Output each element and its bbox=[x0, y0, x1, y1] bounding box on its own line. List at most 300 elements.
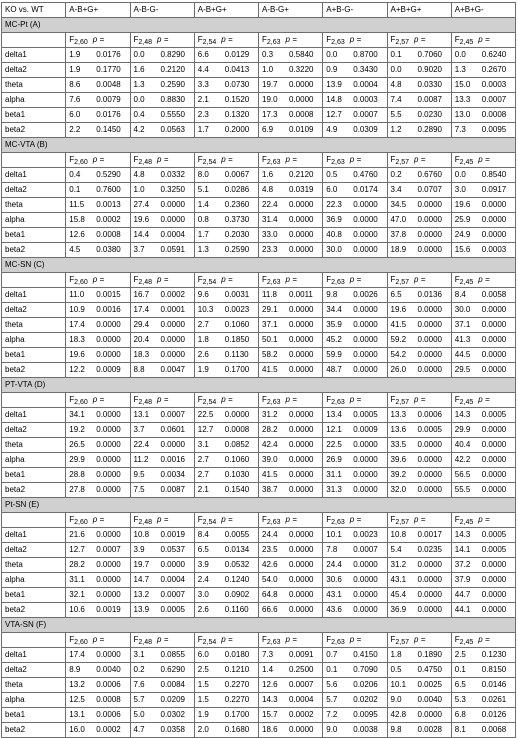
f-value: 17.4 bbox=[133, 305, 150, 314]
p-value: 0.0000 bbox=[417, 605, 442, 614]
f-value: 19.7 bbox=[133, 560, 150, 569]
p-value: 0.0000 bbox=[353, 560, 378, 569]
p-value: 0.0000 bbox=[417, 335, 442, 344]
p-label: p = bbox=[349, 635, 362, 644]
f-value: 6.8 bbox=[454, 710, 466, 719]
value-cell bbox=[323, 303, 387, 318]
f-value: 18.6 bbox=[262, 725, 278, 734]
value-cell bbox=[66, 408, 130, 423]
value-cell bbox=[194, 318, 258, 333]
stat-header-cell: $F_{2,63}$ p = bbox=[259, 273, 323, 288]
stat-header-cell: $F_{2,63}$ p = bbox=[259, 513, 323, 528]
value-cell bbox=[66, 108, 130, 123]
value-cell bbox=[259, 468, 323, 483]
degrees-of-freedom: 2,54 bbox=[202, 159, 217, 166]
p-label: p = bbox=[414, 635, 426, 644]
p-value: 0.1540 bbox=[224, 485, 250, 494]
f-value: 36.9 bbox=[326, 215, 342, 224]
value-cell bbox=[66, 348, 130, 363]
value-cell bbox=[66, 213, 130, 228]
value-cell bbox=[323, 408, 387, 423]
stat-header-cell: $F_{2,45}$ p = bbox=[451, 33, 515, 48]
band-label: alpha bbox=[2, 93, 66, 108]
band-label: delta1 bbox=[2, 408, 66, 423]
p-value: 0.0000 bbox=[96, 590, 121, 599]
table-row bbox=[2, 483, 516, 498]
f-value: 31.4 bbox=[262, 215, 278, 224]
f-value: 1.8 bbox=[390, 650, 402, 659]
f-value: 4.7 bbox=[133, 725, 145, 734]
p-value: 0.0067 bbox=[224, 170, 250, 179]
group-header: A+B+G+ bbox=[387, 3, 451, 18]
value-cell bbox=[130, 198, 194, 213]
p-value: 0.0000 bbox=[417, 455, 442, 464]
value-cell bbox=[387, 288, 451, 303]
f-value: 29.9 bbox=[69, 455, 85, 464]
value-cell bbox=[387, 333, 451, 348]
f-value: 10.8 bbox=[133, 530, 150, 539]
f-value: 13.1 bbox=[133, 410, 150, 419]
value-cell bbox=[130, 63, 194, 78]
band-label: beta1 bbox=[2, 108, 66, 123]
f-value: 10.6 bbox=[69, 605, 85, 614]
stat-header-row bbox=[2, 153, 516, 168]
table-row bbox=[2, 468, 516, 483]
f-value: 1.3 bbox=[133, 80, 145, 89]
p-value: 0.1060 bbox=[224, 455, 250, 464]
p-value: 0.0000 bbox=[353, 365, 378, 374]
value-cell bbox=[66, 78, 130, 93]
p-value: 0.0000 bbox=[417, 320, 442, 329]
table-row bbox=[2, 648, 516, 663]
f-value: 17.3 bbox=[262, 110, 278, 119]
band-label: delta1 bbox=[2, 48, 66, 63]
value-cell bbox=[387, 48, 451, 63]
p-value: 0.0000 bbox=[353, 485, 378, 494]
value-cell bbox=[194, 363, 258, 378]
band-label: alpha bbox=[2, 693, 66, 708]
p-value: 0.0079 bbox=[96, 95, 121, 104]
f-value: 0.2 bbox=[133, 665, 145, 674]
f-value: 39.0 bbox=[262, 455, 278, 464]
f-value: 5.0 bbox=[133, 710, 145, 719]
p-value: 0.0058 bbox=[481, 290, 507, 299]
value-cell bbox=[323, 243, 387, 258]
p-value: 0.0309 bbox=[353, 125, 378, 134]
value-cell bbox=[130, 468, 194, 483]
p-value: 0.0000 bbox=[481, 455, 507, 464]
f-value: 15.7 bbox=[262, 710, 278, 719]
p-value: 0.0000 bbox=[417, 305, 442, 314]
value-cell bbox=[323, 48, 387, 63]
f-value: 55.5 bbox=[454, 485, 471, 494]
table-row bbox=[2, 228, 516, 243]
p-value: 0.0016 bbox=[160, 455, 185, 464]
table-row bbox=[2, 723, 516, 738]
stat-header-cell: $F_{2,54}$ p = bbox=[194, 33, 258, 48]
group-header: A+B+G- bbox=[451, 3, 515, 18]
p-value: 0.0000 bbox=[417, 365, 442, 374]
value-cell bbox=[387, 63, 451, 78]
value-cell bbox=[259, 693, 323, 708]
value-cell bbox=[323, 528, 387, 543]
table-row bbox=[2, 588, 516, 603]
band-label: beta2 bbox=[2, 723, 66, 738]
f-value: 18.3 bbox=[133, 350, 150, 359]
value-cell bbox=[451, 303, 515, 318]
p-value: 0.0000 bbox=[289, 80, 314, 89]
table-row bbox=[2, 663, 516, 678]
f-value: 13.1 bbox=[69, 710, 85, 719]
value-cell bbox=[130, 528, 194, 543]
p-value: 0.0000 bbox=[289, 335, 314, 344]
p-value: 0.0302 bbox=[160, 710, 185, 719]
p-value: 0.0000 bbox=[481, 470, 507, 479]
f-value: 29.9 bbox=[454, 425, 471, 434]
p-label: p = bbox=[157, 155, 169, 164]
p-value: 0.9020 bbox=[417, 65, 442, 74]
f-value: 33.0 bbox=[262, 230, 278, 239]
p-value: 0.2360 bbox=[224, 200, 250, 209]
f-value: 44.5 bbox=[454, 350, 471, 359]
value-cell bbox=[451, 243, 515, 258]
degrees-of-freedom: 2,63 bbox=[266, 159, 281, 166]
p-value: 0.0000 bbox=[417, 575, 442, 584]
value-cell bbox=[194, 228, 258, 243]
f-value: 2.4 bbox=[197, 575, 209, 584]
f-value: 2.1 bbox=[197, 485, 209, 494]
p-value: 0.0000 bbox=[481, 485, 507, 494]
band-label: alpha bbox=[2, 453, 66, 468]
value-cell bbox=[66, 183, 130, 198]
p-value: 0.2670 bbox=[481, 65, 507, 74]
f-value: 18.9 bbox=[390, 245, 407, 254]
f-value: 5.5 bbox=[390, 110, 402, 119]
p-value: 0.6760 bbox=[417, 170, 442, 179]
value-cell bbox=[323, 123, 387, 138]
p-value: 0.0000 bbox=[160, 320, 185, 329]
p-value: 0.2890 bbox=[417, 125, 442, 134]
f-value: 34.5 bbox=[390, 200, 407, 209]
f-value: 9.8 bbox=[326, 290, 338, 299]
value-cell bbox=[259, 198, 323, 213]
p-value: 0.0001 bbox=[160, 305, 185, 314]
degrees-of-freedom: 2,63 bbox=[266, 639, 281, 646]
stat-header-cell: $F_{2,63}$ p = bbox=[323, 33, 387, 48]
f-value: 9.0 bbox=[390, 695, 402, 704]
p-value: 0.0000 bbox=[160, 350, 185, 359]
value-cell bbox=[194, 603, 258, 618]
value-cell bbox=[451, 48, 515, 63]
f-value: 58.2 bbox=[262, 350, 278, 359]
f-value: 7.3 bbox=[454, 125, 466, 134]
value-cell bbox=[323, 93, 387, 108]
f-value: 59.9 bbox=[326, 350, 342, 359]
value-cell bbox=[323, 318, 387, 333]
value-cell bbox=[259, 438, 323, 453]
p-value: 0.0180 bbox=[224, 650, 250, 659]
table-row bbox=[2, 93, 516, 108]
stat-header-cell: $F_{2,57}$ p = bbox=[387, 33, 451, 48]
value-cell bbox=[387, 123, 451, 138]
f-value: 0.3 bbox=[262, 50, 274, 59]
p-value: 0.0017 bbox=[417, 530, 442, 539]
value-cell bbox=[130, 348, 194, 363]
p-value: 0.0005 bbox=[481, 410, 507, 419]
table-row bbox=[2, 183, 516, 198]
p-value: 0.1160 bbox=[224, 605, 249, 614]
stat-header-blank bbox=[2, 513, 66, 528]
section-header-row bbox=[2, 618, 516, 633]
f-value: 1.9 bbox=[69, 50, 81, 59]
degrees-of-freedom: 2,57 bbox=[395, 39, 410, 46]
value-cell bbox=[194, 198, 258, 213]
p-value: 0.0000 bbox=[289, 365, 314, 374]
f-value: 23.5 bbox=[262, 545, 278, 554]
group-header: A-B-G- bbox=[130, 3, 194, 18]
p-value: 0.0855 bbox=[160, 650, 185, 659]
value-cell bbox=[451, 183, 515, 198]
p-label: p = bbox=[285, 515, 297, 524]
degrees-of-freedom: 2,48 bbox=[138, 159, 153, 166]
f-value: 2.5 bbox=[454, 650, 466, 659]
f-value: 29.1 bbox=[262, 305, 278, 314]
p-value: 0.0068 bbox=[481, 725, 507, 734]
table-row bbox=[2, 438, 516, 453]
degrees-of-freedom: 2,63 bbox=[331, 519, 345, 526]
value-cell bbox=[130, 183, 194, 198]
f-value: 26.9 bbox=[326, 455, 342, 464]
p-value: 0.0040 bbox=[417, 695, 442, 704]
p-label: p = bbox=[157, 515, 169, 524]
band-label: theta bbox=[2, 438, 66, 453]
p-value: 0.0007 bbox=[353, 545, 378, 554]
p-label: p = bbox=[349, 275, 362, 284]
value-cell bbox=[451, 648, 515, 663]
p-value: 0.0007 bbox=[353, 110, 378, 119]
f-value: 37.2 bbox=[454, 560, 471, 569]
value-cell bbox=[194, 558, 258, 573]
value-cell bbox=[194, 423, 258, 438]
value-cell bbox=[323, 63, 387, 78]
value-cell bbox=[323, 108, 387, 123]
p-value: 0.7090 bbox=[353, 665, 378, 674]
p-value: 0.0000 bbox=[353, 470, 378, 479]
f-value: 18.3 bbox=[69, 335, 85, 344]
p-label: p = bbox=[414, 275, 426, 284]
stat-header-cell: $F_{2,45}$ p = bbox=[451, 393, 515, 408]
stat-header-row bbox=[2, 633, 516, 648]
f-value: 16.0 bbox=[69, 725, 85, 734]
value-cell bbox=[194, 288, 258, 303]
degrees-of-freedom: 2,57 bbox=[395, 159, 410, 166]
f-value: 31.1 bbox=[69, 575, 85, 584]
degrees-of-freedom: 2,63 bbox=[331, 279, 345, 286]
section-title: PT-VTA (D) bbox=[2, 378, 516, 393]
stat-header-row bbox=[2, 393, 516, 408]
degrees-of-freedom: 2,54 bbox=[202, 399, 217, 406]
value-cell bbox=[194, 663, 258, 678]
f-value: 28.2 bbox=[69, 560, 85, 569]
value-cell bbox=[387, 573, 451, 588]
f-value: 42.8 bbox=[390, 710, 407, 719]
f-value: 11.8 bbox=[262, 290, 277, 299]
f-value: 6.5 bbox=[197, 545, 209, 554]
f-value: 0.1 bbox=[326, 665, 338, 674]
value-cell bbox=[451, 363, 515, 378]
p-value: 0.0004 bbox=[160, 575, 185, 584]
p-label: p = bbox=[414, 395, 426, 404]
p-value: 0.0000 bbox=[353, 455, 378, 464]
band-label: theta bbox=[2, 678, 66, 693]
degrees-of-freedom: 2,63 bbox=[266, 39, 281, 46]
f-value: 14.8 bbox=[326, 95, 342, 104]
p-label: p = bbox=[414, 515, 426, 524]
p-label: p = bbox=[92, 275, 105, 284]
section-header-row bbox=[2, 498, 516, 513]
f-value: 9.8 bbox=[390, 725, 402, 734]
p-label: p = bbox=[157, 395, 169, 404]
p-label: p = bbox=[92, 635, 105, 644]
value-cell bbox=[194, 648, 258, 663]
value-cell bbox=[451, 63, 515, 78]
value-cell bbox=[259, 648, 323, 663]
f-value: 1.2 bbox=[390, 125, 402, 134]
value-cell bbox=[451, 198, 515, 213]
f-value: 13.6 bbox=[390, 425, 407, 434]
value-cell bbox=[259, 123, 323, 138]
table-body bbox=[2, 3, 516, 738]
p-value: 0.5550 bbox=[160, 110, 185, 119]
degrees-of-freedom: 2,54 bbox=[202, 39, 217, 46]
p-value: 0.1700 bbox=[224, 365, 250, 374]
f-value: 4.9 bbox=[326, 125, 338, 134]
p-value: 0.1230 bbox=[481, 650, 507, 659]
p-value: 0.3430 bbox=[353, 65, 378, 74]
value-cell bbox=[130, 318, 194, 333]
band-label: beta2 bbox=[2, 483, 66, 498]
p-label: p = bbox=[92, 515, 105, 524]
degrees-of-freedom: 2,63 bbox=[266, 519, 281, 526]
value-cell bbox=[130, 78, 194, 93]
value-cell bbox=[451, 543, 515, 558]
f-value: 16.7 bbox=[133, 290, 150, 299]
p-value: 0.0007 bbox=[96, 545, 121, 554]
f-value: 8.9 bbox=[69, 665, 81, 674]
f-value: 19.6 bbox=[390, 305, 407, 314]
f-value: 43.1 bbox=[390, 575, 407, 584]
p-value: 0.0000 bbox=[353, 200, 378, 209]
p-value: 0.0031 bbox=[224, 290, 250, 299]
band-label: delta2 bbox=[2, 663, 66, 678]
value-cell bbox=[130, 408, 194, 423]
p-value: 0.0000 bbox=[289, 200, 314, 209]
p-value: 0.0136 bbox=[417, 290, 442, 299]
p-value: 0.3730 bbox=[224, 215, 250, 224]
value-cell bbox=[451, 213, 515, 228]
f-value: 4.4 bbox=[197, 65, 209, 74]
value-cell bbox=[66, 363, 130, 378]
f-value: 36.9 bbox=[390, 605, 407, 614]
f-value: 6.0 bbox=[69, 110, 81, 119]
p-value: 0.0016 bbox=[96, 305, 121, 314]
p-value: 0.0007 bbox=[160, 410, 185, 419]
f-value: 2.6 bbox=[197, 605, 209, 614]
value-cell bbox=[194, 723, 258, 738]
f-value: 13.2 bbox=[133, 590, 150, 599]
f-value: 31.3 bbox=[326, 485, 342, 494]
f-value: 33.5 bbox=[390, 440, 407, 449]
p-value: 0.0129 bbox=[224, 50, 250, 59]
value-cell bbox=[259, 723, 323, 738]
table-row bbox=[2, 288, 516, 303]
value-cell bbox=[66, 573, 130, 588]
p-value: 0.0008 bbox=[224, 425, 250, 434]
value-cell bbox=[259, 453, 323, 468]
f-value: 6.9 bbox=[262, 125, 274, 134]
value-cell bbox=[259, 603, 323, 618]
f-value: 41.3 bbox=[454, 335, 471, 344]
value-cell bbox=[451, 573, 515, 588]
p-value: 0.1210 bbox=[224, 665, 250, 674]
f-value: 12.7 bbox=[326, 110, 342, 119]
p-value: 0.0000 bbox=[481, 575, 507, 584]
p-value: 0.1240 bbox=[224, 575, 250, 584]
value-cell bbox=[66, 243, 130, 258]
f-value: 54.2 bbox=[390, 350, 407, 359]
stat-header-row bbox=[2, 513, 516, 528]
p-value: 0.0005 bbox=[417, 425, 442, 434]
degrees-of-freedom: 2,48 bbox=[138, 399, 153, 406]
p-value: 0.0000 bbox=[96, 650, 121, 659]
f-value: 14.1 bbox=[454, 545, 471, 554]
value-cell bbox=[451, 558, 515, 573]
value-cell bbox=[194, 453, 258, 468]
value-cell bbox=[130, 288, 194, 303]
f-value: 5.6 bbox=[326, 680, 338, 689]
f-value: 0.5 bbox=[390, 665, 402, 674]
f-value: 9.5 bbox=[133, 470, 145, 479]
p-value: 0.7060 bbox=[417, 50, 442, 59]
f-value: 1.8 bbox=[197, 335, 209, 344]
value-cell bbox=[194, 63, 258, 78]
p-value: 0.0095 bbox=[353, 710, 378, 719]
band-label: delta2 bbox=[2, 63, 66, 78]
f-value: 48.7 bbox=[326, 365, 342, 374]
stat-header-cell: $F_{2,48}$ p = bbox=[130, 513, 194, 528]
f-value: 7.3 bbox=[262, 650, 274, 659]
value-cell bbox=[130, 648, 194, 663]
band-label: delta2 bbox=[2, 183, 66, 198]
p-value: 0.0007 bbox=[481, 95, 507, 104]
value-cell bbox=[194, 438, 258, 453]
p-value: 0.0000 bbox=[289, 470, 314, 479]
value-cell bbox=[451, 663, 515, 678]
p-value: 0.0000 bbox=[353, 335, 378, 344]
f-value: 19.0 bbox=[262, 95, 278, 104]
value-cell bbox=[130, 663, 194, 678]
p-value: 0.0000 bbox=[160, 560, 185, 569]
p-value: 0.0087 bbox=[417, 95, 442, 104]
value-cell bbox=[66, 288, 130, 303]
value-cell bbox=[323, 558, 387, 573]
p-value: 0.0011 bbox=[289, 290, 313, 299]
value-cell bbox=[66, 528, 130, 543]
value-cell bbox=[66, 648, 130, 663]
p-value: 0.1770 bbox=[96, 65, 121, 74]
p-label: p = bbox=[157, 275, 169, 284]
f-value: 34.4 bbox=[326, 305, 342, 314]
